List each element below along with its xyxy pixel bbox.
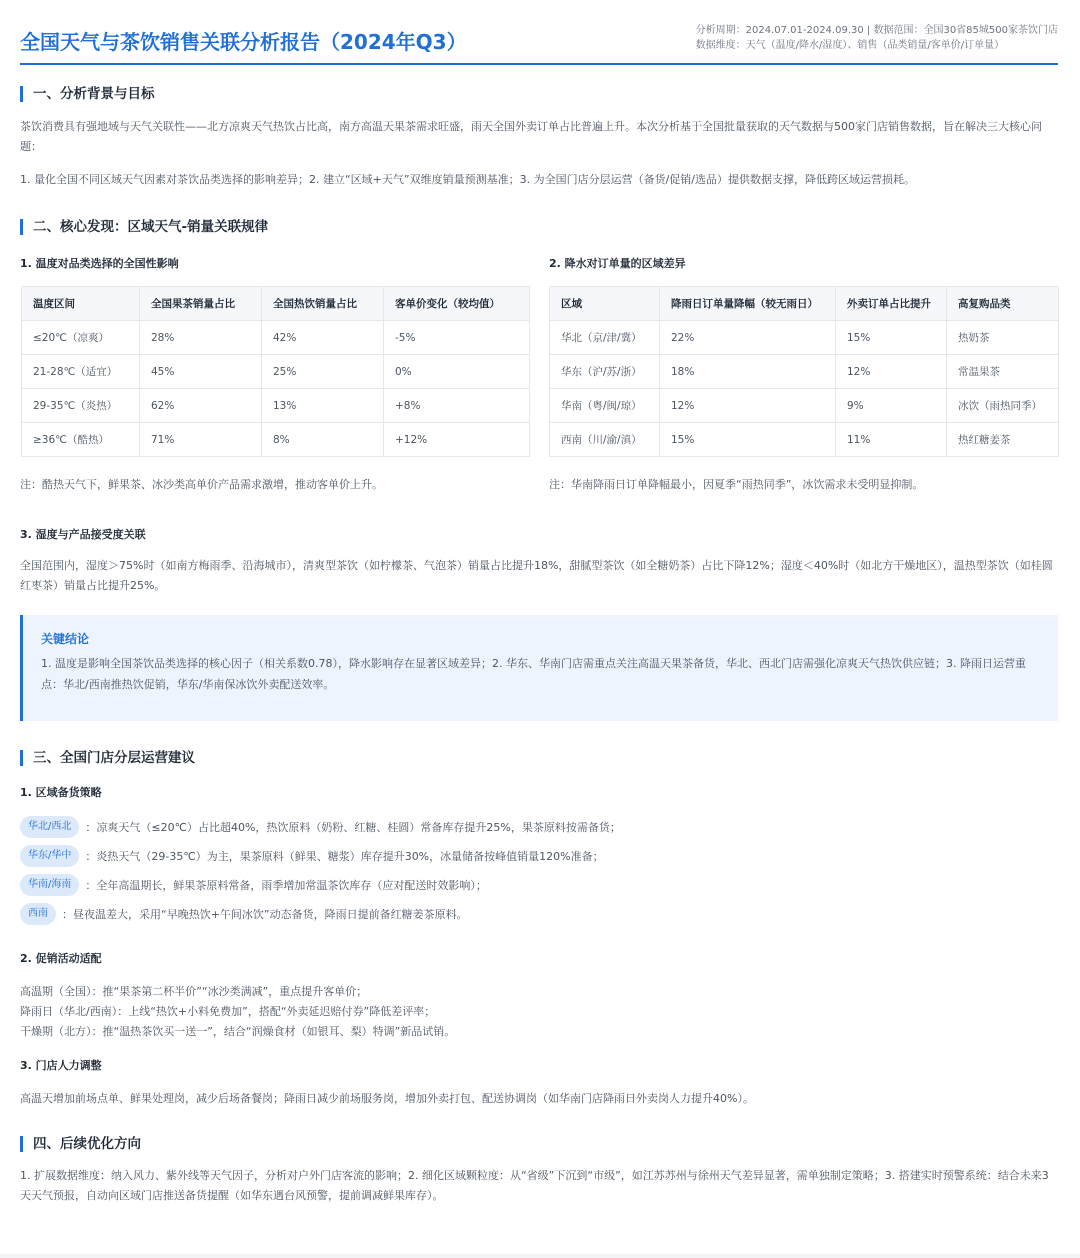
region-tag: 华北/西北 [20,816,79,838]
table-cell: 热奶茶 [947,321,1059,355]
table-cell: 18% [660,355,836,389]
table-cell: 13% [262,389,384,423]
table-cell: 热红糖姜茶 [947,423,1059,457]
table-cell: 冰饮（雨热同季） [947,389,1059,423]
meta-dimensions: 数据维度：天气（温度/降水/湿度）、销售（品类销量/客单价/订单量） [695,40,1005,51]
promotion-item: 干燥期（北方）：推“温热茶饮买一送一”，结合“润燥食材（如银耳、梨）特调”新品试销。 [20,1025,456,1038]
staffing-text: 高温天增加前场点单、鲜果处理岗，减少后场备餐岗；降雨日减少前场服务岗，增加外卖打包、配送协调岗（如华南门店降雨日外卖岗人力提升40%）。 [20,1092,754,1105]
table-cell: 12% [836,355,947,389]
humidity-paragraph: 全国范围内，湿度＞75%时（如南方梅雨季、沿海城市），清爽型茶饮（如柠檬茶、气泡茶）销量占比提升18%，甜腻型茶饮（如全糖奶茶）占比下降12%；湿度＜40%时（如北方干燥地区），温热型茶饮（如桂圆红枣茶）销量占比提升25%。 [20,559,1053,592]
key-conclusion-text: 1. 温度是影响全国茶饮品类选择的核心因子（相关系数0.78），降水影响存在显著区域差异；2. 华东、华南门店需重点关注高温天果茶备货，华北、西北门店需强化凉爽天气热饮供应链；3. 降雨日运营重点：华北/西南推热饮促销，华东/华南保冰饮外卖配送效率。 [41,657,1026,691]
table-row [22,423,530,457]
table-cell: 11% [836,423,947,457]
table-row [550,423,1059,457]
section-2-title: 二、核心发现：区域天气-销量关联规律 [20,219,268,235]
rainfall-table [549,286,1059,457]
table-header-cell: 外卖订单占比提升 [836,287,947,321]
subsection-temperature-title: 1. 温度对品类选择的全国性影响 [20,257,179,270]
region-item [20,845,604,867]
background-paragraph: 茶饮消费具有强地域与天气关联性——北方凉爽天气热饮占比高，南方高温天果茶需求旺盛，雨天全国外卖订单占比普遍上升。本次分析基于全国批量获取的天气数据与500家门店销售数据，旨在解决三大核心问题： [20,120,1042,153]
table-cell: +8% [384,389,530,423]
region-tag: 华南/海南 [20,874,79,896]
table-cell: 8% [262,423,384,457]
subsection-staffing-title: 3. 门店人力调整 [20,1059,102,1072]
table-cell: 华东（沪/苏/浙） [550,355,660,389]
table-cell: 15% [660,423,836,457]
subsection-promotion-title: 2. 促销活动适配 [20,952,102,965]
table-cell: 29-35℃（炎热） [22,389,140,423]
table-cell: 28% [140,321,262,355]
report-meta [696,23,1058,53]
report-header [20,20,1058,65]
table-cell: 华北（京/津/冀） [550,321,660,355]
section-1-title: 一、分析背景与目标 [20,86,155,102]
table-cell: ≥36℃（酷热） [22,423,140,457]
region-item [20,874,487,896]
report-title: 全国天气与茶饮销售关联分析报告（2024年Q3） [20,30,467,54]
table-cell: 62% [140,389,262,423]
table-header-cell: 温度区间 [22,287,140,321]
region-tag: 华东/华中 [20,845,79,867]
table-row [22,389,530,423]
region-text: ：凉爽天气（≤20℃）占比超40%，热饮原料（奶粉、红糖、桂圆）常备库存提升25%，果茶原料按需备货； [85,821,621,834]
table-row [550,355,1059,389]
promotion-item: 高温期（全国）：推“果茶第二杯半价”“冰沙类满减”，重点提升客单价； [20,985,368,998]
key-conclusion-box [20,615,1058,721]
table-cell: 15% [836,321,947,355]
region-text: ：昼夜温差大，采用“早晚热饮+午间冰饮”动态备货，降雨日提前备红糖姜茶原料。 [62,908,468,921]
table-cell: -5% [384,321,530,355]
table-cell: 71% [140,423,262,457]
meta-period-scope: 分析周期：2024.07.01-2024.09.30 | 数据范围：全国30省85城500家茶饮门店 [695,25,1058,36]
table-cell: 0% [384,355,530,389]
table-header-cell: 区域 [550,287,660,321]
promotion-item: 降雨日（华北/西南）：上线“热饮+小料免费加”，搭配“外卖延迟赔付券”降低差评率； [20,1005,436,1018]
table-header-row [22,287,530,321]
table-cell: 21-28℃（适宜） [22,355,140,389]
subsection-stocking-title: 1. 区域备货策略 [20,786,102,799]
table-header-cell: 降雨日订单量降幅（较无雨日） [660,287,836,321]
rainfall-note: 注：华南降雨日订单降幅最小，因夏季“雨热同季”，冰饮需求未受明显抑制。 [549,478,924,491]
region-tag: 西南 [20,903,56,925]
region-text: ：全年高温期长，鲜果茶原料常备，雨季增加常温茶饮库存（应对配送时效影响）； [85,879,487,892]
table-header-cell: 客单价变化（较均值） [384,287,530,321]
table-cell: 西南（川/渝/滇） [550,423,660,457]
table-cell: 25% [262,355,384,389]
subsection-rainfall-title: 2. 降水对订单量的区域差异 [549,257,686,270]
table-cell: 9% [836,389,947,423]
table-header-cell: 全国果茶销量占比 [140,287,262,321]
table-cell: 22% [660,321,836,355]
table-cell: 12% [660,389,836,423]
table-cell: 常温果茶 [947,355,1059,389]
region-text: ：炎热天气（29-35℃）为主，果茶原料（鲜果、糖浆）库存提升30%，冰量储备按峰值销量120%准备； [85,850,604,863]
table-row [550,321,1059,355]
region-item [20,903,468,925]
table-header-cell: 高复购品类 [947,287,1059,321]
table-header-row [550,287,1059,321]
table-cell: 45% [140,355,262,389]
table-cell: 华南（粤/闽/琼） [550,389,660,423]
optimization-paragraph: 1. 扩展数据维度：纳入风力、紫外线等天气因子，分析对户外门店客流的影响；2. 细化区域颗粒度：从“省级”下沉到“市级”，如江苏苏州与徐州天气差异显著，需单独制定策略；3. 搭建实时预警系统：结合未来3天天气预报，自动向区域门店推送备货提醒（如华东遇台风预警，提前调减鲜果库存）。 [20,1169,1049,1202]
table-row [22,355,530,389]
page-bottom-divider [0,1254,1080,1258]
table-row [550,389,1059,423]
table-cell: +12% [384,423,530,457]
temperature-note: 注：酷热天气下，鲜果茶、冰沙类高单价产品需求激增，推动客单价上升。 [20,478,383,491]
table-cell: ≤20℃（凉爽） [22,321,140,355]
goals-paragraph: 1. 量化全国不同区域天气因素对茶饮品类选择的影响差异；2. 建立“区域+天气”双维度销量预测基准；3. 为全国门店分层运营（备货/促销/选品）提供数据支撑，降低跨区域运营损耗。 [20,173,915,186]
table-header-cell: 全国热饮销量占比 [262,287,384,321]
table-cell: 42% [262,321,384,355]
section-3-title: 三、全国门店分层运营建议 [20,750,195,766]
section-4-title: 四、后续优化方向 [20,1136,141,1152]
subsection-humidity-title: 3. 湿度与产品接受度关联 [20,528,146,541]
key-conclusion-title: 关键结论 [41,632,90,646]
table-row [22,321,530,355]
temperature-table [21,286,530,457]
region-item [20,816,621,838]
